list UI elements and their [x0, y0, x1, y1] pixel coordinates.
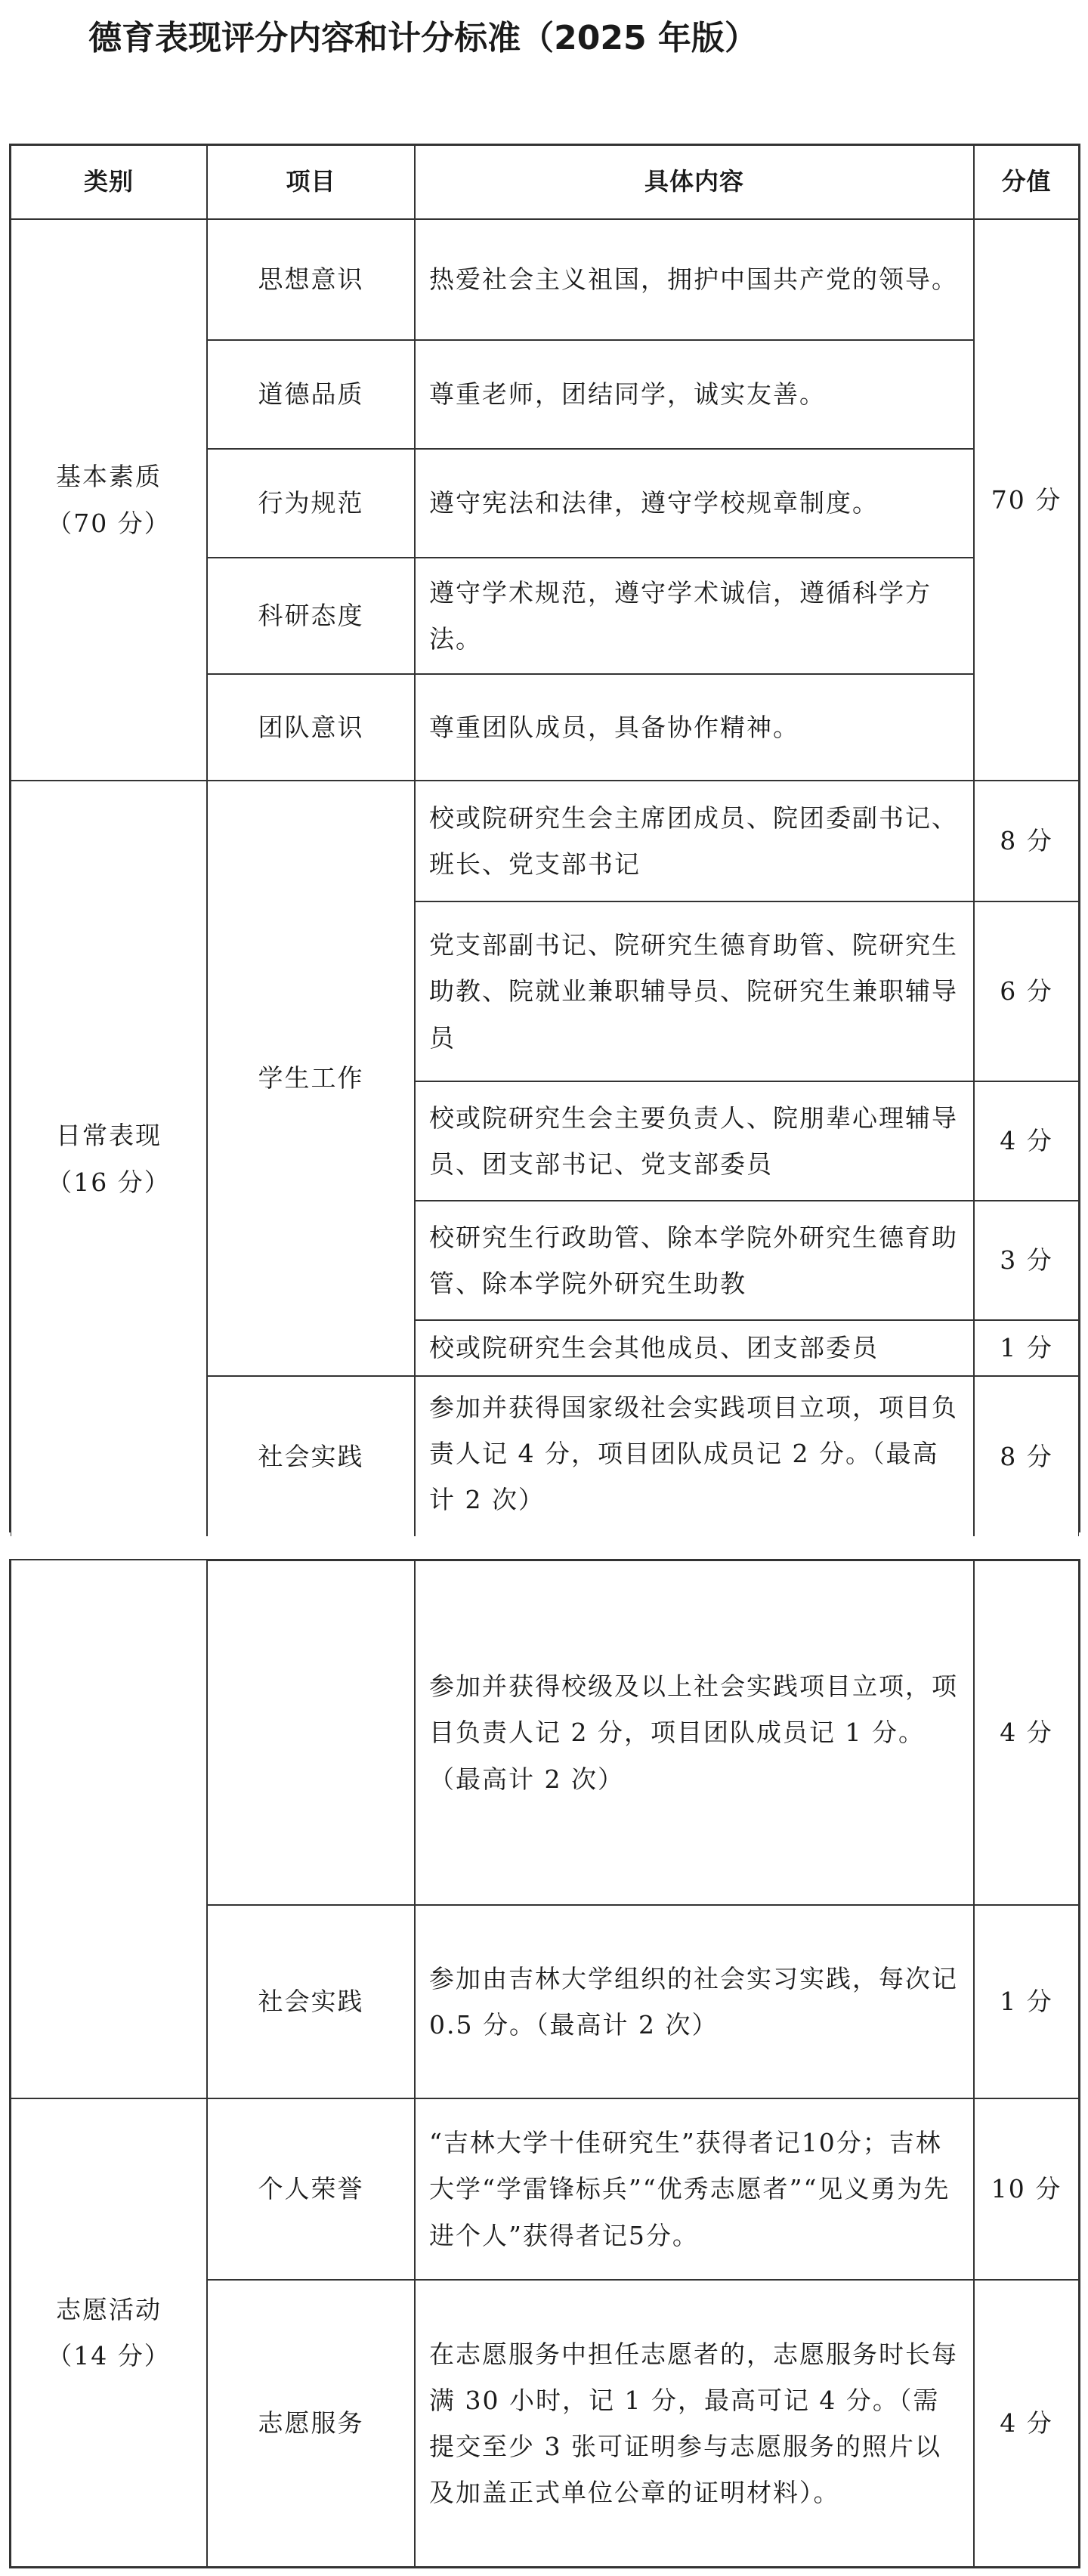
- content-work-1: 校或院研究生会主席团成员、院团委副书记、班长、党支部书记: [415, 781, 974, 901]
- category-daily-label: 日常表现: [55, 1121, 162, 1151]
- score-honor: 10 分: [974, 2098, 1079, 2280]
- content-practice-1: 参加并获得国家级社会实践项目立项，项目负责人记 4 分，项目团队成员记 2 分。（最高计 2 次）: [415, 1376, 974, 1536]
- score-practice-1: 8 分: [974, 1376, 1079, 1536]
- category-daily-score: （16 分）: [47, 1167, 171, 1197]
- score-service: 4 分: [974, 2280, 1079, 2567]
- content-research: 遵守学术规范，遵守学术诚信，遵循科学方法。: [415, 558, 974, 674]
- category-basic: [11, 219, 207, 781]
- score-table-part1: [9, 144, 1080, 1532]
- category-volunteer-score: （14 分）: [47, 2341, 171, 2370]
- page-title: 德育表现评分内容和计分标准（2025 年版）: [88, 19, 758, 57]
- item-service: 志愿服务: [207, 2280, 415, 2567]
- category-basic-score: （70 分）: [47, 508, 171, 538]
- content-honor: “吉林大学十佳研究生”获得者记10分；吉林大学“学雷锋标兵”“优秀志愿者”“见义勇为先进个人”获得者记5分。: [415, 2098, 974, 2280]
- content-practice-3: 参加由吉林大学组织的社会实习实践，每次记 0.5 分。（最高计 2 次）: [415, 1905, 974, 2098]
- content-work-2: 党支部副书记、院研究生德育助管、院研究生助教、院就业兼职辅导员、院研究生兼职辅导员: [415, 901, 974, 1081]
- content-service: 在志愿服务中担任志愿者的，志愿服务时长每满 30 小时，记 1 分，最高可记 4 分。（需提交至少 3 张可证明参与志愿服务的照片以及加盖正式单位公章的证明材料）。: [415, 2280, 974, 2567]
- content-practice-2: 参加并获得校级及以上社会实践项目立项，项目负责人记 2 分，项目团队成员记 1 分。（最高计 2 次）: [415, 1560, 974, 1905]
- item-student-work: 学生工作: [207, 781, 415, 1376]
- score-table-part2: [9, 1559, 1080, 2568]
- category-daily: [11, 781, 207, 1536]
- content-thought: 热爱社会主义祖国，拥护中国共产党的领导。: [415, 219, 974, 340]
- score-basic: 70 分: [974, 219, 1079, 781]
- content-work-5: 校或院研究生会其他成员、团支部委员: [415, 1320, 974, 1376]
- category-volunteer-label: 志愿活动: [55, 2294, 162, 2324]
- item-practice-3: 社会实践: [207, 1905, 415, 2098]
- header-content: 具体内容: [415, 145, 974, 219]
- category-volunteer: [11, 2098, 207, 2567]
- header-category: 类别: [11, 145, 207, 219]
- item-honor: 个人荣誉: [207, 2098, 415, 2280]
- category-basic-label: 基本素质: [55, 462, 162, 492]
- item-morality: 道德品质: [207, 340, 415, 449]
- score-work-5: 1 分: [974, 1320, 1079, 1376]
- item-thought: 思想意识: [207, 219, 415, 340]
- content-work-3: 校或院研究生会主要负责人、院朋辈心理辅导员、团支部书记、党支部委员: [415, 1081, 974, 1201]
- score-practice-3: 1 分: [974, 1905, 1079, 2098]
- item-behavior: 行为规范: [207, 449, 415, 558]
- category-daily-cont: [11, 1560, 207, 2098]
- item-team: 团队意识: [207, 674, 415, 781]
- content-team: 尊重团队成员，具备协作精神。: [415, 674, 974, 781]
- content-behavior: 遵守宪法和法律，遵守学校规章制度。: [415, 449, 974, 558]
- item-practice-2: [207, 1560, 415, 1905]
- content-work-4: 校研究生行政助管、除本学院外研究生德育助管、除本学院外研究生助教: [415, 1201, 974, 1320]
- score-work-2: 6 分: [974, 901, 1079, 1081]
- score-work-3: 4 分: [974, 1081, 1079, 1201]
- content-morality: 尊重老师，团结同学，诚实友善。: [415, 340, 974, 449]
- score-work-1: 8 分: [974, 781, 1079, 901]
- header-item: 项目: [207, 145, 415, 219]
- score-work-4: 3 分: [974, 1201, 1079, 1320]
- header-score: 分值: [974, 145, 1079, 219]
- item-practice-1: 社会实践: [207, 1376, 415, 1536]
- item-research: 科研态度: [207, 558, 415, 674]
- score-practice-2: 4 分: [974, 1560, 1079, 1905]
